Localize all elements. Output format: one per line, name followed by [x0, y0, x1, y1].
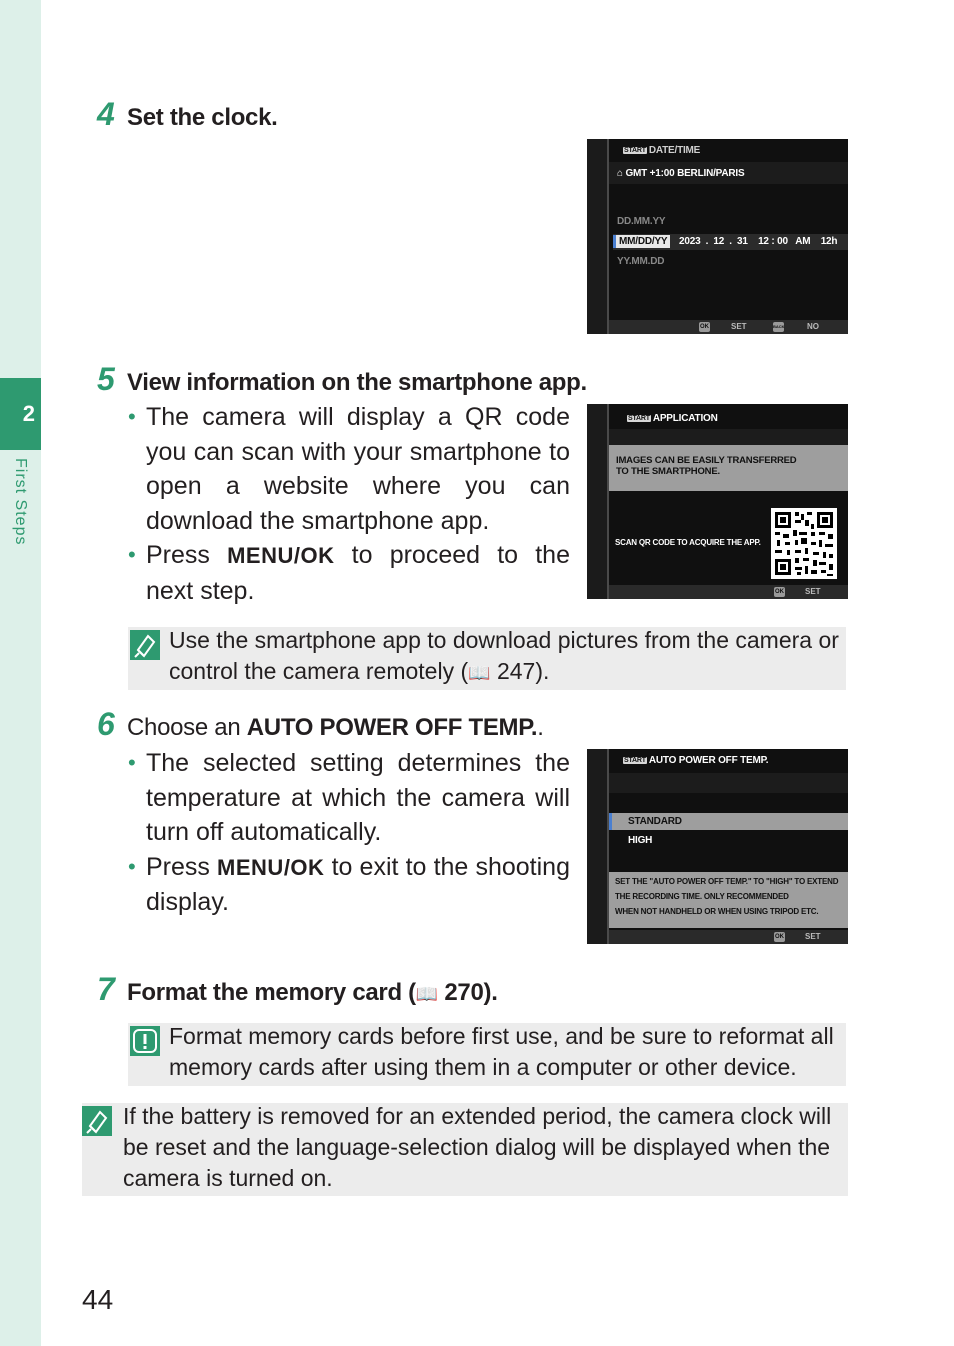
- screen-footer: [609, 930, 848, 944]
- step-4: [97, 96, 278, 133]
- footer-set: SET: [805, 932, 821, 941]
- back-button-icon: BACK: [773, 322, 784, 332]
- footer-no: NO: [807, 322, 819, 331]
- screen-title: START AUTO POWER OFF TEMP.: [624, 755, 769, 766]
- step-number: 6: [97, 706, 115, 742]
- note-text: If the battery is removed for an extended period, the camera clock will be reset and the language-selection dialog will be displayed when the camera is turned on.: [123, 1103, 832, 1191]
- screen-footer: [609, 320, 848, 334]
- chapter-tab: [0, 378, 41, 450]
- list-item: • The camera will display a QR code you can scan with your smartphone to open a website where you can download the smartphone app.: [128, 403, 570, 535]
- menu-ok-key: MENU/OK: [227, 543, 335, 569]
- chapter-sidebar: [0, 0, 41, 1346]
- book-icon: 📖: [468, 663, 491, 683]
- note-icon: [82, 1106, 112, 1136]
- caution-box: [128, 1023, 846, 1086]
- qr-code: [771, 508, 837, 579]
- step-6-bullets: [128, 746, 570, 920]
- camera-screen-application: [587, 404, 848, 599]
- info-message: IMAGES CAN BE EASILY TRANSFERRED TO THE SMARTPHONE.: [616, 455, 797, 477]
- step-heading: Set the clock.: [127, 104, 278, 131]
- ok-button-icon: OK: [775, 934, 784, 940]
- help-text: SET THE "AUTO POWER OFF TEMP." TO "HIGH" TO EXTEND THE RECORDING TIME. ONLY RECOMMENDED WHEN NOT HANDHELD OR WHEN USING TRIPOD ETC.: [615, 877, 839, 916]
- date-time-values: 2023 . 12 . 31 12 : 00 AM 12h: [679, 236, 838, 247]
- step-5-bullets: [128, 400, 570, 609]
- book-icon: 📖: [415, 984, 438, 1004]
- step-heading: Choose an AUTO POWER OFF TEMP..: [127, 714, 544, 741]
- format-option: DD.MM.YY: [617, 216, 666, 227]
- list-item: • The selected setting determines the temperature at which the camera will turn off automatically.: [128, 749, 570, 847]
- screen-title: START DATE/TIME: [624, 145, 701, 156]
- step-7: [97, 971, 498, 1008]
- step-number: 5: [97, 361, 115, 397]
- timezone-row: ⌂ GMT +1:00 BERLIN/PARIS: [617, 168, 745, 179]
- list-item: • Press MENU/OK to proceed to the next step.: [128, 541, 570, 605]
- note-icon: [130, 630, 160, 660]
- format-option: YY.MM.DD: [617, 256, 665, 267]
- chapter-number: 2: [22, 401, 35, 426]
- option: HIGH: [628, 835, 653, 846]
- note-box: [82, 1103, 848, 1196]
- page-number: 44: [82, 1284, 114, 1315]
- step-5: [97, 361, 587, 398]
- step-number: 7: [97, 971, 115, 1007]
- start-badge: START: [624, 147, 646, 154]
- screen-footer: [609, 585, 848, 599]
- caution-text: Format memory cards before first use, and be sure to reformat all memory cards after using them in a computer or other device.: [169, 1023, 834, 1080]
- scan-instruction: SCAN QR CODE TO ACQUIRE THE APP.: [615, 538, 761, 547]
- format-option-selected: MM/DD/YY: [613, 235, 670, 248]
- step-6: [97, 706, 544, 743]
- chapter-label: First Steps: [12, 458, 29, 546]
- footer-set: SET: [731, 322, 747, 331]
- camera-screen-power-off-temp: [587, 749, 848, 944]
- step-heading: Format the memory card (📖 270).: [127, 979, 498, 1006]
- option-selected: STANDARD: [628, 816, 682, 827]
- home-icon: ⌂: [617, 168, 623, 179]
- camera-screen-datetime: [587, 139, 848, 334]
- list-item: • Press MENU/OK to exit to the shooting display.: [128, 852, 570, 917]
- step-number: 4: [97, 96, 115, 132]
- menu-ok-key: MENU/OK: [217, 854, 325, 880]
- caution-icon: [130, 1026, 160, 1056]
- screen-title: START APPLICATION: [628, 413, 718, 424]
- ok-button-icon: OK: [700, 324, 709, 330]
- note-text: Use the smartphone app to download pictures from the camera or control the camera remotely (📖 247).: [169, 627, 839, 684]
- ok-button-icon: OK: [775, 589, 784, 595]
- footer-set: SET: [805, 587, 821, 596]
- note-box: [128, 627, 846, 690]
- step-heading: View information on the smartphone app.: [127, 369, 587, 396]
